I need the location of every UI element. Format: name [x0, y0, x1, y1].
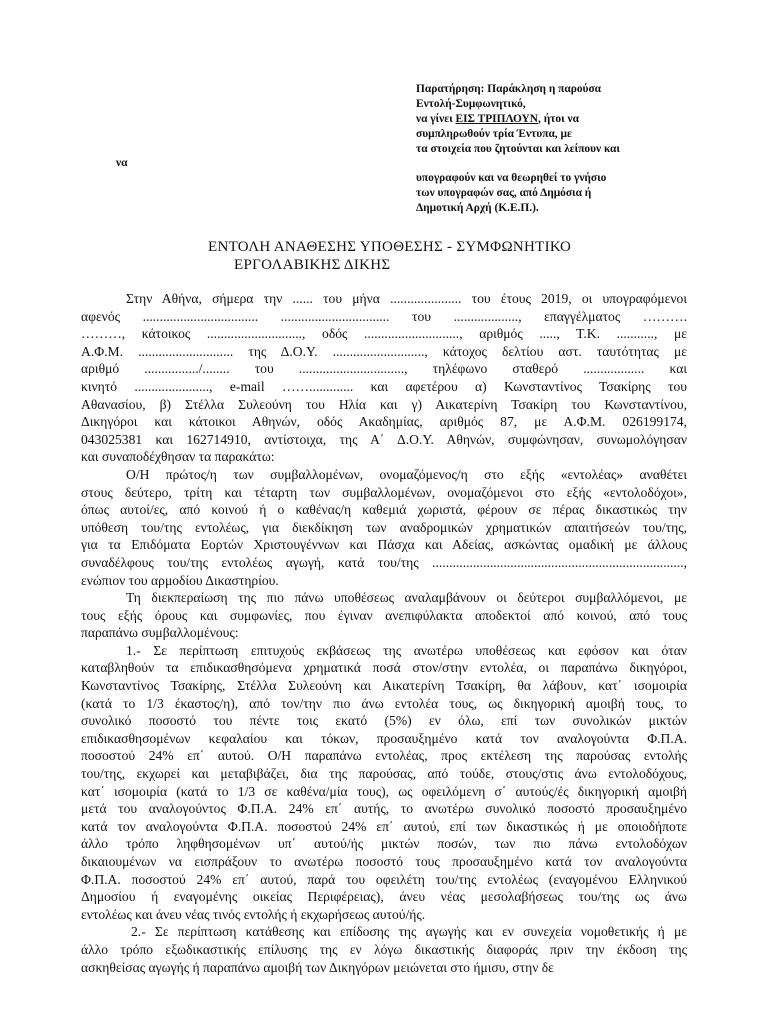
body-line: κατά τον αναλογούντα Φ.Π.Α. ποσοστού 24% επ΄ αυτού, επί των δικαστικώς ή με οποιοδήποτε [81, 818, 687, 834]
body-line: αριθμό ................/........ του ..............................., τηλέφωνο σταθερό .................. και [81, 361, 687, 377]
body-line: τους εξής όρους και συμφωνίες, που έγιναν ανεπιφύλακτα αποδεκτοί από κοινού, από τους [81, 607, 687, 623]
body-line: μετά του αναλογούντος Φ.Π.Α. 24% επ΄ αυτής, το ανωτέρω συνολικό ποσοστό προσαυξημένο [81, 801, 687, 817]
note-gap [416, 157, 666, 172]
body-line: Ο/Η πρώτος/η των συμβαλλομένων, ονομαζόμενος/η στο εξής «εντολέας» αναθέτει [126, 466, 687, 482]
paragraph [81, 589, 687, 642]
body-line: ………, κάτοικος ............................, οδός ............................, αριθμός ....., Τ.Κ. ..........., με [81, 326, 687, 342]
body-line: συναδέλφους του/της εντολέως αγωγή, κατά του/της .........................................................................., [81, 554, 687, 570]
paragraph [81, 466, 687, 589]
body-line: υπόθεση του/της εντολέως, για διεκδίκηση των αναδρομικών χρηματικών απαιτήσεών του/της, [81, 519, 687, 535]
body-line: 1.- Σε περίπτωση επιτυχούς εκβάσεως της ανωτέρω υποθέσεως και εφόσον και όταν [126, 642, 687, 658]
paragraph [81, 923, 687, 976]
body-line: άλλο τρόπο εξωδικαστικής επίλυσης της εν λόγω δικαστικής διαφοράς πριν την έκδοση της [81, 941, 687, 957]
body-line: δικαιουμένων να εισπράξουν το ανωτέρω ποσοστό τους προσαυξημένο κατά τον αναλογούντα [81, 854, 687, 869]
body-line: στους δεύτερο, τρίτη και τέταρτη των συμβαλλομένων, ονομαζόμενοι στο εξής «εντολοδόχοι», [81, 484, 687, 500]
paragraph [81, 642, 687, 924]
body-line: όπως αυτοί/ες, από κοινού ή ο καθένας/η καθεμιά χωριστά, φέρουν σε πέρας δικαστικώς την [81, 502, 687, 518]
note-line: των υπογραφών σας, από Δημόσια ή [416, 187, 592, 200]
body-line: κινητό ......................, e-mail ……............. και αφετέρου α) Κωνσταντίνος Τσακίρης του [81, 378, 687, 394]
note-line: υπογραφούν και να θεωρηθεί το γνήσιο [416, 172, 607, 185]
body-line: (κατά το 1/3 έκαστος/η), από τον/την πιο άνω εντολέα τους, ως δικηγορική αμοιβή τους, το [81, 695, 687, 711]
note-line: συμπληρωθούν τρία Έντυπα, με [416, 127, 572, 140]
body-line: Τη διεκπεραίωση της πιο πάνω υποθέσεως αναλαμβάνουν οι δεύτεροι συμβαλλόμενοι, με [126, 590, 687, 606]
body-line: επιδικασθησομένων κεφαλαίου και τόκων, προσαυξημένο κατά τον αναλογούντα Φ.Π.Α. [81, 730, 687, 746]
title-line-1: ΕΝΤΟΛΗ ΑΝΑΘΕΣΗΣ ΥΠΟΘΕΣΗΣ - ΣΥΜΦΩΝΗΤΙΚΟ [208, 239, 572, 255]
note-line: Παρατήρηση: Παράκληση η παρούσα [416, 83, 601, 95]
body-line: ασκηθείσας αγωγής ή παραπάνω αμοιβή των Δικηγόρων μειώνεται στο ήμισυ, στην δε [81, 959, 554, 975]
body-line: Δημοσίου ή εναγομένης οικείας Περιφέρειας), άνευ νέας μεσολαβήσεως του/της ως άνω [81, 889, 687, 905]
note-line: Εντολή-Συμφωνητικό, [416, 97, 526, 110]
body-line: Φ.Π.Α. ποσοστού 24% επ΄ αυτού, παρά του οφειλέτη του/της εντολέως (εναγομένου Ελληνικού [81, 871, 687, 887]
body-line: 2.- Σε περίπτωση κατάθεσης και επίδοσης της αγωγής και εν συνεχεία νομοθετικής ή με [131, 924, 687, 940]
body-line: κατ΄ ισομοιρία (κατά το 1/3 σε καθένα/μία τους), ως οφειλόμενη σ΄ αυτούς/ές δικηγορική αμοιβή [81, 783, 687, 799]
body-line: Δικηγόροι και κάτοικοι Αθηνών, οδός Ακαδημίας, αριθμός 87, με Α.Φ.Μ. 026199174, [81, 414, 687, 430]
body-line: παραπάνω συμβαλλομένους: [81, 625, 239, 641]
body-line: 043025381 και 162714910, αντίστοιχα, της Α΄ Δ.Ο.Υ. Αθηνών, συμφώνησαν, συνωμολόγησαν [81, 431, 687, 447]
body-line: του/της, εκχωρεί και μεταβιβάζει, δια της παρούσας, από τούδε, στους/στις άνω εντολοδόχους, [81, 766, 687, 782]
body-line: αφενός .................................. ................................ του ..................., επαγγέλματος ………. [81, 308, 687, 324]
body-line: εντολέως και άνευ νέας τινός εντολής ή εκχωρήσεως αυτού/ής. [81, 906, 426, 922]
body-line: Αθανασίου, β) Στέλλα Συλεούνη του Ηλία και γ) Αικατερίνη Τσακίρη του Κωνσταντίνου, [81, 396, 687, 412]
document-title [208, 238, 571, 274]
body-line: ποσοστού 24% επ΄ αυτού. Ο/Η παραπάνω εντολέας, προς εκτέλεση της παρούσας εντολής [81, 748, 687, 764]
body-line: άλλο τρόπο ληφθησομένων υπ΄ αυτού/ής μικτών ποσών, των πιο πάνω εντολοδόχων [81, 836, 687, 852]
title-line-2: ΕΡΓΟΛΑΒΙΚΗΣ ΔΙΚΗΣ [234, 257, 391, 273]
body-line: καταβληθούν τα επιδικασθησόμενα χρηματικά ποσά στον/στην εντολέα, οι παραπάνω δικηγόροι, [81, 660, 687, 676]
body-line: ενώπιον του αρμοδίου Δικαστηρίου. [81, 572, 279, 588]
body-line: Κωνσταντίνος Τσακίρης, Στέλλα Συλεούνη και Αικατερίνη Τσακίρη, θα λάβουν, κατ΄ ισομοιρία [81, 678, 687, 694]
body-line: Στην Αθήνα, σήμερα την ...... του μήνα ..................... του έτους 2019, οι υπογραφόμενοι [126, 291, 687, 306]
paragraph [81, 290, 687, 466]
stray-word: να [116, 157, 128, 169]
body-line: και συναποδέχθησαν τα παρακάτω: [81, 449, 275, 465]
note-triplicate: ΕΙΣ ΤΡΙΠΛΟΥΝ [455, 112, 538, 125]
document-body [81, 290, 687, 976]
instructions-note [416, 82, 666, 216]
note-line: τα στοιχεία που ζητούνται και λείπουν και [416, 142, 620, 155]
note-line: να γίνει ΕΙΣ ΤΡΙΠΛΟΥΝ, ήτοι να [416, 112, 579, 125]
body-line: για τα Επιδόματα Εορτών Χριστουγέννων και Πάσχα και Αδείας, ασκώντας ομαδική με άλλους [81, 537, 687, 553]
body-line: συνολικό ποσοστό του πέντε τοις εκατό (5%) εν όλω, επί των συνολικών μικτών [81, 713, 687, 729]
body-line: Α.Φ.Μ. ............................ της Δ.Ο.Υ. ..........................., κάτοχος δελτίου αστ. ταυτότητας με [81, 343, 687, 359]
note-line: Δημοτική Αρχή (Κ.Ε.Π.). [416, 202, 539, 215]
